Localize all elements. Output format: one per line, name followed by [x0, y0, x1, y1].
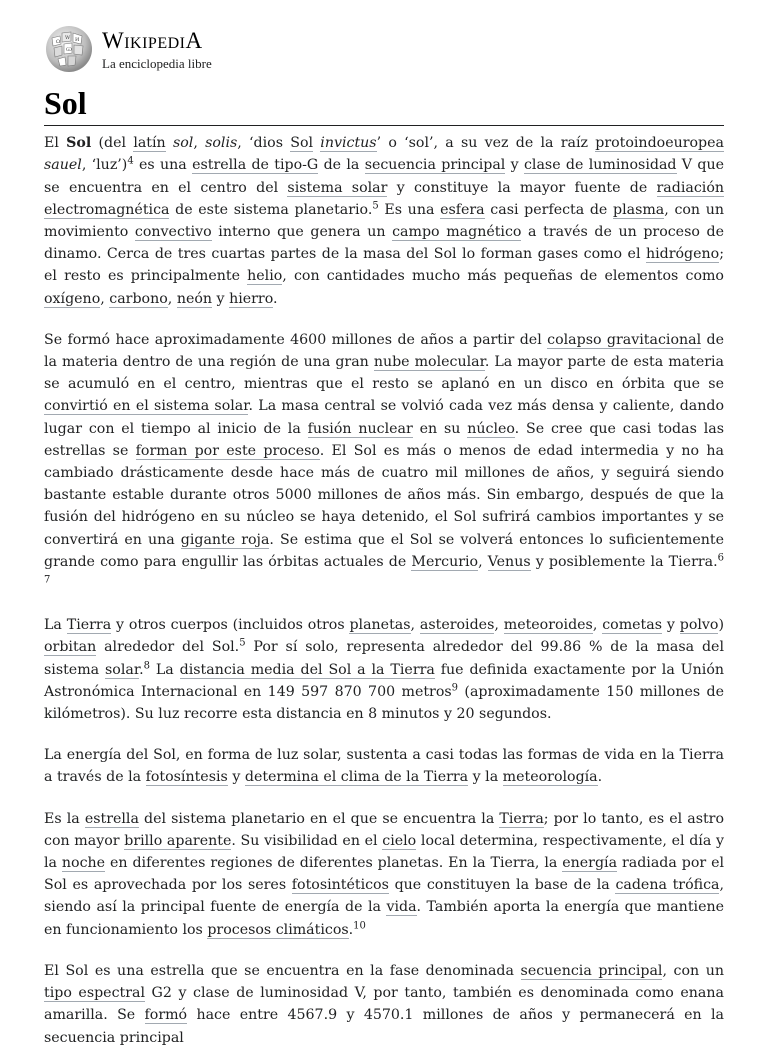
- text-run: , siendo así la principal fuente de energía de la: [44, 877, 724, 916]
- svg-text:Ω: Ω: [56, 39, 61, 45]
- article-link[interactable]: energía: [562, 855, 618, 872]
- article-link[interactable]: secuencia principal: [364, 157, 506, 174]
- article-link[interactable]: secuencia principal: [520, 962, 663, 979]
- italic-text: sol: [172, 135, 194, 152]
- text-run: ,: [410, 617, 420, 634]
- article-link[interactable]: plasma: [613, 201, 665, 218]
- text-run: ,: [592, 617, 603, 634]
- site-header: [44, 0, 724, 86]
- text-run: .: [348, 921, 354, 938]
- text-run: . Se estima que el Sol se volverá entonces lo suficientemente grande como para engullir las órbitas actuales de: [44, 531, 724, 570]
- article-link[interactable]: Tierra: [66, 617, 112, 634]
- text-run: ,: [100, 290, 110, 307]
- text-run: ’ o ‘sol’, a su vez de la raíz: [376, 135, 596, 152]
- article-link[interactable]: orbitan: [44, 639, 97, 656]
- article-link[interactable]: fotosintéticos: [291, 877, 389, 894]
- article-link[interactable]: oxígeno: [44, 290, 101, 307]
- text-run: ): [718, 617, 724, 634]
- text-run: en diferentes regiones de diferentes planetas. En la Tierra, la: [105, 855, 563, 872]
- text-run: .: [273, 290, 278, 307]
- article-link[interactable]: planetas: [349, 617, 411, 634]
- article-link[interactable]: Sol: [290, 135, 314, 152]
- text-run: Se formó hace aproximadamente 4600 millones de años a partir del: [44, 331, 548, 348]
- wordmark[interactable]: [102, 29, 212, 70]
- text-run: que constituyen la base de la: [388, 877, 616, 894]
- reference-link[interactable]: 4: [127, 155, 134, 167]
- article-link[interactable]: polvo: [679, 617, 719, 634]
- paragraph-5: [44, 808, 724, 941]
- text-run: . La mayor parte de esta materia se acumuló en el centro, mientras que el resto se aplanó en un disco en órbita que se: [44, 354, 724, 393]
- article-link[interactable]: asteroides: [419, 617, 495, 634]
- wikipedia-globe-logo[interactable]: [44, 24, 94, 74]
- article-link[interactable]: forman por este proceso: [135, 442, 320, 459]
- text-run: [166, 135, 173, 151]
- text-run: (aproximadamente 150 millones de kilómetros). Su luz recorre esta distancia en 8 minutos y 20 segundos.: [44, 683, 724, 723]
- text-run: ,: [167, 290, 177, 307]
- text-run: es una: [133, 157, 193, 174]
- article-link[interactable]: convectivo: [134, 224, 212, 240]
- article-link[interactable]: meteorología: [502, 769, 598, 786]
- text-run: y: [505, 157, 524, 174]
- article-link[interactable]: Mercurio: [411, 553, 479, 570]
- text-run: a través de un proceso de dinamo. Cerca de tres cuartas partes de la masa del Sol lo forman gases como el: [44, 224, 724, 263]
- text-run: y constituye la mayor fuente de: [387, 179, 657, 196]
- text-run: (del: [91, 135, 134, 152]
- reference-link[interactable]: 7: [44, 574, 51, 586]
- article-link[interactable]: gigante roja: [180, 531, 270, 548]
- wordmark-tagline: La enciclopedia libre: [102, 55, 212, 71]
- text-run: G2 y clase de luminosidad V, por tanto, también es denominada como enana amarilla. Se: [44, 985, 724, 1024]
- text-run: y: [212, 290, 230, 307]
- text-run: del sistema planetario en el que se encuentra la: [138, 810, 500, 827]
- article-link[interactable]: meteoroides: [503, 617, 593, 634]
- text-run: La: [149, 661, 180, 678]
- bold-text: Sol: [66, 135, 92, 152]
- italic-text: solis: [205, 135, 238, 152]
- text-run: .: [139, 661, 144, 678]
- article-link[interactable]: Venus: [487, 553, 531, 570]
- reference-link[interactable]: 6: [717, 552, 724, 564]
- text-run: , con un: [662, 962, 724, 979]
- article-link[interactable]: estrella de tipo-G: [192, 157, 319, 174]
- reference-link[interactable]: 10: [353, 919, 366, 931]
- text-run: Es una: [378, 201, 441, 218]
- article-link[interactable]: fusión nuclear: [307, 420, 413, 437]
- article-link[interactable]: carbono: [109, 290, 168, 307]
- text-run: , con un movimiento: [44, 201, 724, 240]
- article-link[interactable]: esfera: [440, 201, 485, 218]
- article-link[interactable]: invictus: [320, 135, 377, 152]
- text-run: casi perfecta de: [484, 201, 613, 218]
- article-link[interactable]: protoindoeuropea: [595, 135, 724, 152]
- paragraph-1: [44, 132, 724, 310]
- article-body: [44, 132, 724, 1049]
- article-link[interactable]: brillo aparente: [124, 832, 232, 849]
- text-run: fue definida exactamente por la Unión Astronómica Internacional en 149 597 870 700 metros: [44, 661, 724, 700]
- article-link[interactable]: neón: [176, 290, 213, 307]
- article-link[interactable]: estrella: [84, 810, 139, 827]
- text-run: en su: [412, 420, 468, 437]
- paragraph-4: [44, 744, 724, 788]
- text-run: ; el resto es principalmente: [44, 246, 724, 285]
- article-link[interactable]: colapso gravitacional: [547, 331, 702, 348]
- text-run: . También aporta la energía que mantiene en funcionamiento los: [44, 899, 724, 938]
- text-run: . La masa central se volvió cada vez más densa y caliente, dando lugar con el tiempo al inicio de la: [44, 398, 725, 437]
- svg-text:W: W: [65, 35, 71, 41]
- text-run: , ‘luz’): [81, 157, 128, 174]
- svg-text:Ѡ: Ѡ: [66, 47, 72, 53]
- text-run: ; por lo tanto, es el astro con mayor: [44, 810, 725, 849]
- text-run: .: [597, 769, 603, 786]
- text-run: , con cantidades mucho más pequeñas de elementos como: [282, 268, 724, 285]
- text-run: El: [44, 135, 67, 152]
- reference-link[interactable]: 8: [143, 659, 150, 671]
- text-run: El Sol es una estrella que se encuentra en la fase denominada: [44, 962, 521, 979]
- article-link[interactable]: latín: [133, 135, 166, 152]
- reference-link[interactable]: 5: [372, 200, 379, 212]
- article-link[interactable]: nube molecular: [373, 354, 485, 371]
- article-link[interactable]: convirtió en el sistema solar: [44, 398, 249, 415]
- article-link[interactable]: hierro: [229, 290, 274, 307]
- reference-link[interactable]: 9: [451, 682, 459, 694]
- article-link[interactable]: hidrógeno: [645, 246, 720, 263]
- text-run: y: [662, 617, 680, 634]
- text-run: ,: [478, 553, 488, 570]
- text-run: alrededor del Sol.: [96, 639, 240, 656]
- text-run: Por sí solo, representa alrededor del 99.86 % de la masa del sistema: [44, 639, 724, 678]
- article-link[interactable]: campo magnético: [392, 224, 522, 240]
- article-link[interactable]: distancia media del Sol a la Tierra: [179, 661, 435, 678]
- article-link[interactable]: determina el clima de la Tierra: [244, 769, 469, 786]
- text-run: Es la: [44, 810, 85, 827]
- svg-text:И: И: [75, 37, 80, 43]
- text-run: La: [44, 617, 67, 634]
- article-link[interactable]: núcleo: [467, 420, 515, 437]
- article-link[interactable]: helio: [247, 268, 283, 285]
- article-link[interactable]: tipo espectral: [44, 985, 145, 1002]
- article-link[interactable]: procesos climáticos: [207, 921, 349, 938]
- text-run: La energía del Sol, en forma de luz solar, sustenta a casi todas las formas de vida en la Tierra a través de la: [44, 747, 724, 786]
- text-run: local determina, respectivamente, el día y la: [44, 832, 724, 872]
- article-link[interactable]: clase de luminosidad: [523, 157, 677, 174]
- text-run: y la: [468, 769, 503, 786]
- text-run: interno que genera un: [211, 224, 393, 240]
- text-run: radiada por el Sol es aprovechada por los seres: [44, 855, 724, 894]
- text-run: de la: [318, 157, 365, 174]
- text-run: V que se encuentra en el centro del: [44, 157, 724, 196]
- article-link[interactable]: vida: [386, 899, 417, 916]
- article-link[interactable]: cadena trófica: [615, 877, 720, 894]
- article-link[interactable]: cometas: [602, 617, 662, 634]
- text-run: y: [227, 769, 245, 786]
- article-link[interactable]: fotosíntesis: [145, 769, 228, 786]
- article-title: Sol: [44, 86, 724, 126]
- article-link[interactable]: solar: [105, 661, 140, 678]
- text-run: , ‘dios: [237, 135, 291, 152]
- article-link[interactable]: Tierra: [499, 810, 544, 827]
- wordmark-title: WikipediA: [102, 27, 203, 53]
- text-run: . Se cree que casi todas las estrellas se: [44, 420, 724, 459]
- article-link[interactable]: radiación electromagnética: [44, 179, 724, 218]
- text-run: de este sistema planetario.: [169, 201, 373, 218]
- text-run: ,: [494, 617, 504, 634]
- reference-link[interactable]: 5: [239, 637, 246, 649]
- text-run: hace entre 4567.9 y 4570.1 millones de años y permanecerá en la secuencia principal: [44, 1007, 724, 1046]
- article-link[interactable]: cielo: [382, 832, 417, 849]
- italic-text: sauel: [44, 157, 82, 174]
- text-run: de la materia dentro de una región de una gran: [44, 331, 724, 371]
- paragraph-3: [44, 614, 724, 725]
- text-run: . El Sol es más o menos de edad intermedia y no ha cambiado drásticamente desde hace más de cuatro mil millones de años, y seguirá siendo bastante estable durante otros 5000 millones de años más. Sin embargo, después de que la fusión del hidrógeno en su núcleo se haya detenido, el Sol sufrirá cambios importantes y se convertirá en una: [44, 442, 724, 548]
- text-run: y posiblemente la Tierra.: [530, 553, 718, 570]
- text-run: . Su visibilidad en el: [231, 832, 383, 849]
- paragraph-6: [44, 960, 724, 1049]
- paragraph-2: [44, 329, 724, 595]
- article-link[interactable]: sistema solar: [287, 179, 388, 196]
- article-link[interactable]: formó: [144, 1007, 188, 1024]
- text-run: ,: [193, 135, 206, 152]
- article-link[interactable]: noche: [61, 855, 106, 872]
- text-run: y otros cuerpos (incluidos otros: [111, 617, 350, 634]
